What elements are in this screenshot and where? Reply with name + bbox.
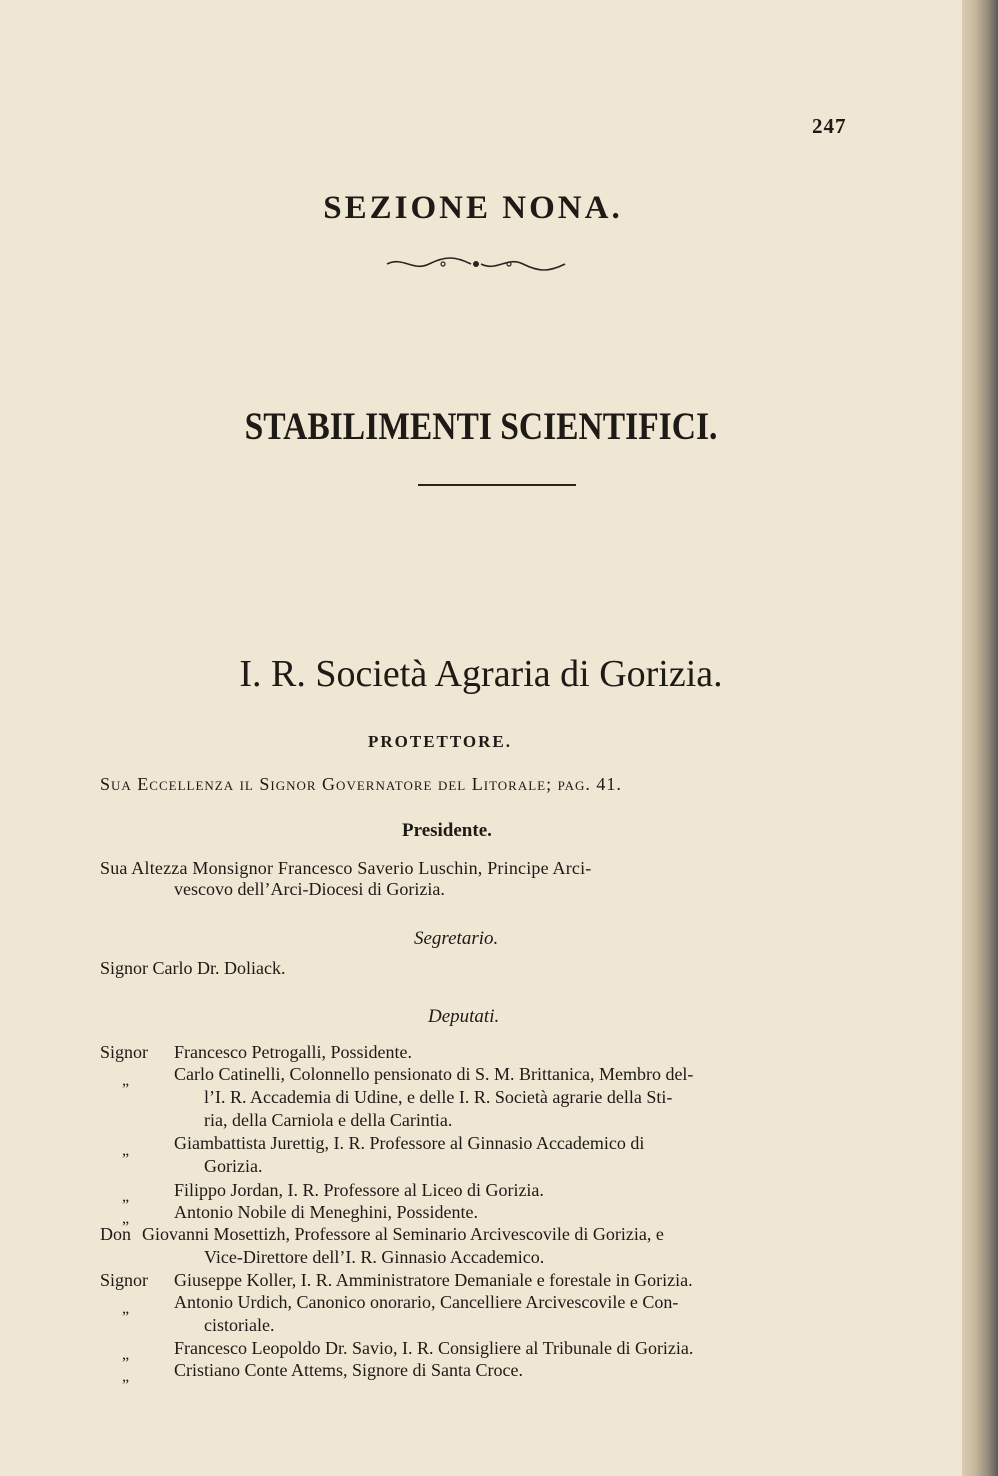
presidente-heading: Presidente. <box>402 820 492 841</box>
deputati-heading: Deputati. <box>428 1006 500 1027</box>
deputato-line: Antonio Urdich, Canonico onorario, Cancelliere Arcivescovile e Con- <box>174 1292 679 1312</box>
main-title: STABILIMENTI SCIENTIFICI. <box>244 405 718 448</box>
deputato-line: Vice-Direttore dell’I. R. Ginnasio Accademico. <box>204 1247 545 1267</box>
title-rule <box>418 484 576 486</box>
segretario-heading: Segretario. <box>414 928 499 949</box>
deputato-line: ria, della Carniola e della Carintia. <box>204 1110 453 1130</box>
ditto-mark: „ <box>122 1300 130 1317</box>
ditto-mark: „ <box>122 1072 130 1089</box>
presidente-line-2: vescovo dell’Arci-Diocesi di Gorizia. <box>174 879 445 899</box>
deputato-line: Giovanni Mosettizh, Professore al Seminario Arcivescovile di Gorizia, e <box>142 1224 664 1244</box>
segretario-line: Signor Carlo Dr. Doliack. <box>100 958 286 978</box>
deputato-line: Francesco Leopoldo Dr. Savio, I. R. Consigliere al Tribunale di Gorizia. <box>174 1338 694 1358</box>
deputato-line: Filippo Jordan, I. R. Professore al Liceo di Gorizia. <box>174 1180 544 1200</box>
ditto-mark: „ <box>122 1368 130 1385</box>
deputato-line: Carlo Catinelli, Colonnello pensionato di S. M. Brittanica, Membro del- <box>174 1064 694 1084</box>
page-number: 247 <box>812 114 847 138</box>
ditto-mark: „ <box>122 1210 130 1227</box>
deputato-line: Antonio Nobile di Meneghini, Possidente. <box>174 1202 478 1222</box>
deputato-line: cistoriale. <box>204 1315 275 1335</box>
deputato-line: l’I. R. Accademia di Udine, e delle I. R. Società agrarie della Sti- <box>204 1087 673 1107</box>
section-title: SEZIONE NONA. <box>323 190 623 226</box>
book-page-edge <box>962 0 998 1476</box>
deputato-line: Cristiano Conte Attems, Signore di Santa Croce. <box>174 1360 523 1380</box>
deputato-line: Francesco Petrogalli, Possidente. <box>174 1042 412 1062</box>
ditto-mark: „ <box>122 1142 130 1159</box>
ditto-mark: „ <box>122 1188 130 1205</box>
presidente-line-1: Sua Altezza Monsignor Francesco Saverio Luschin, Principe Arci- <box>100 858 592 878</box>
deputato-title: Signor <box>100 1270 149 1290</box>
organization-title: I. R. Società Agraria di Gorizia. <box>239 653 723 695</box>
deputato-line: Giambattista Jurettig, I. R. Professore al Ginnasio Accademico di <box>174 1133 645 1153</box>
ornament-divider-icon <box>383 254 569 274</box>
deputato-line: Giuseppe Koller, I. R. Amministratore Demaniale e forestale in Gorizia. <box>174 1270 693 1290</box>
protettore-heading: PROTETTORE. <box>368 732 513 751</box>
deputato-line: Gorizia. <box>204 1156 263 1176</box>
deputato-title: Signor <box>100 1042 149 1062</box>
ditto-mark: „ <box>122 1346 130 1363</box>
protettore-line: Sua Eccellenza il Signor Governatore del Litorale; pag. 41. <box>100 774 622 794</box>
deputato-title: Don <box>100 1224 131 1244</box>
